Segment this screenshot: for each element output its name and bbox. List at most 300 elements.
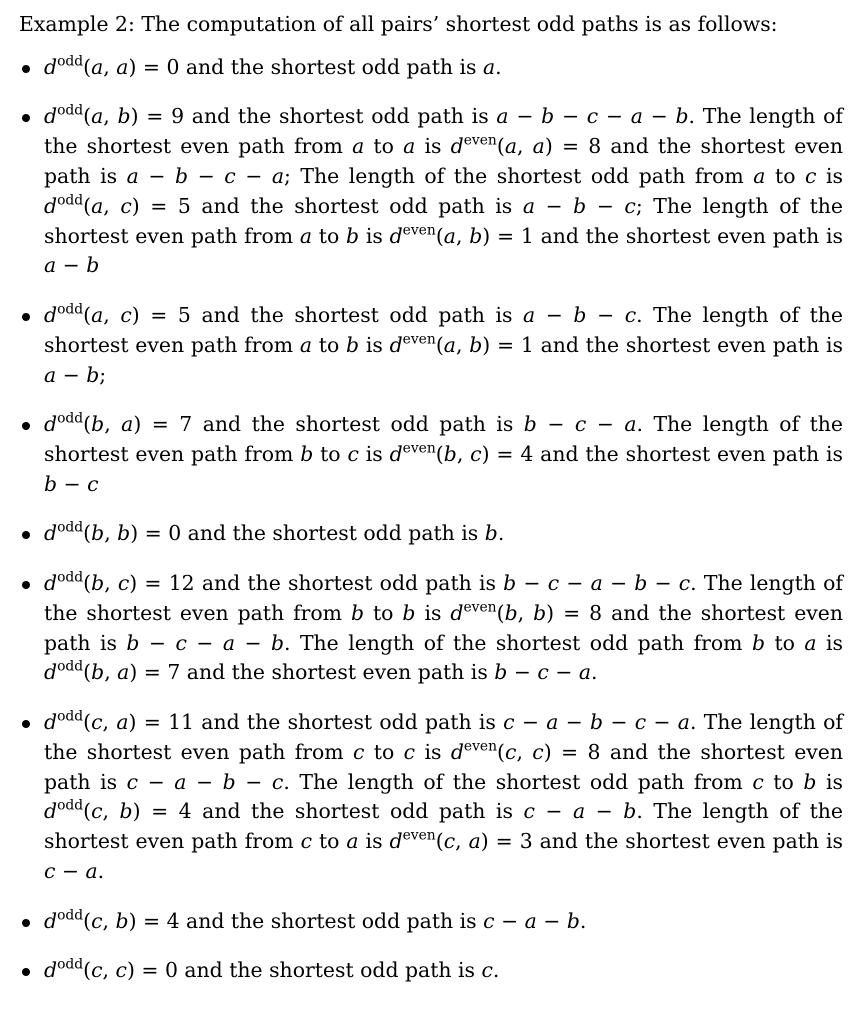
superscript: even [402,440,436,457]
math-symbol: a [546,709,559,734]
text-run: − [138,163,175,188]
math-symbol: a [117,660,130,685]
math-symbol: d [44,908,58,933]
text-run: is [358,441,390,466]
math-symbol: c [470,441,482,466]
text-run: to [763,769,804,794]
superscript: odd [57,102,84,119]
math-symbol: a [403,134,416,159]
text-run: ( [435,829,444,854]
math-symbol: a [630,104,643,129]
text-run: ) = 11 and the shortest odd path is [128,709,504,734]
math-symbol: c [532,739,544,764]
text-run: is [816,163,844,188]
superscript: odd [57,658,84,675]
superscript: odd [57,797,84,814]
math-symbol: a [352,134,365,159]
math-symbol: a [532,134,545,159]
math-symbol: a [443,332,456,357]
text-run: . The length of the shortest even path from [44,302,843,357]
bullet-icon [22,422,30,430]
math-symbol: b [566,908,580,933]
math-symbol: c [678,570,691,595]
text-run: ; The length of the shortest odd path from [284,163,754,188]
math-symbol: a [496,104,509,129]
text-run: ( [83,104,92,129]
math-symbol: b [300,441,314,466]
math-symbol: a [468,829,481,854]
math-symbol: a [590,570,603,595]
text-run: is [816,769,843,794]
text-run: ) = 4 and the shortest even path is [481,441,844,466]
text-run: − [188,163,225,188]
text-run: ( [83,660,92,685]
text-run: . The length of the shortest even path from [44,104,843,159]
text-run: − [554,104,587,129]
math-symbol: d [450,739,464,764]
text-run: − [186,630,223,655]
math-symbol: b [44,471,58,496]
text-run: ( [83,54,92,79]
math-symbol: c [805,163,817,188]
text-run: − [139,630,176,655]
math-symbol: b [115,908,129,933]
math-symbol: b [634,570,648,595]
text-run: . [579,908,587,933]
math-symbol: c [87,471,99,496]
math-symbol: b [91,570,105,595]
text-run: is [415,739,451,764]
math-symbol: c [634,709,647,734]
text-run: − [559,570,591,595]
text-run: − [508,104,542,129]
math-symbol: d [44,104,58,129]
superscript: odd [57,410,84,427]
math-symbol: d [44,660,58,685]
text-run: − [186,769,223,794]
text-run: ) = 1 and the shortest even path is [482,332,843,357]
math-symbol: b [484,521,498,546]
text-run: . [492,958,500,983]
math-symbol: b [222,769,236,794]
text-run: − [235,163,272,188]
math-symbol: b [675,104,689,129]
math-symbol: c [547,570,560,595]
math-symbol: c [443,829,456,854]
list-item [19,519,843,549]
superscript: odd [57,569,84,586]
math-symbol: b [270,630,285,655]
math-symbol: b [541,104,555,129]
math-symbol: d [44,958,58,983]
math-symbol: d [44,412,58,437]
text-run: ) = 0 and the shortest odd path is [126,958,482,983]
math-symbol: b [469,223,483,248]
math-symbol: d [44,709,58,734]
math-symbol: c [175,630,187,655]
text-run: , [102,958,116,983]
math-symbol: c [752,769,764,794]
list-item [19,53,843,83]
math-symbol: b [523,412,537,437]
text-run: , [455,332,470,357]
text-run: ) = 4 and the shortest odd path is [128,908,484,933]
math-symbol: b [346,332,360,357]
text-run: ( [83,799,92,824]
math-symbol: b [86,362,100,387]
text-run: to [313,441,348,466]
text-run: is [415,134,451,159]
math-symbol: c [120,302,132,327]
math-symbol: b [533,600,547,625]
text-run: . [591,660,598,685]
text-run: ) = 0 and the shortest odd path is [130,521,485,546]
text-run: , [517,134,533,159]
math-symbol: d [389,332,403,357]
math-symbol: d [44,570,58,595]
math-symbol: c [624,193,636,218]
math-symbol: b [91,521,105,546]
text-run: , [104,521,118,546]
text-run: − [55,858,86,883]
text-run: is [415,600,451,625]
math-symbol: c [91,709,103,734]
math-symbol: d [450,134,464,159]
list-item [19,907,843,937]
math-symbol: a [578,660,592,685]
superscript: odd [57,906,84,923]
text-run: , [517,600,534,625]
text-run: is [816,630,843,655]
text-run: ( [83,958,92,983]
text-run: to [364,134,404,159]
text-run: − [235,769,272,794]
math-symbol: b [402,600,416,625]
list-item [19,301,843,390]
text-run: , [455,223,470,248]
text-run: , [103,54,117,79]
superscript: even [402,221,436,238]
text-run: − [235,630,271,655]
math-symbol: c [574,412,587,437]
superscript: even [463,599,497,616]
math-symbol: c [91,908,103,933]
text-run: − [536,908,567,933]
text-run: , [102,799,120,824]
text-run: ) = 12 and the shortest odd path is [129,570,504,595]
math-symbol: a [126,163,139,188]
text-run: ( [83,521,92,546]
math-symbol: b [119,799,133,824]
text-run: . The length of the shortest even path from [44,570,843,625]
math-symbol: c [537,660,549,685]
math-symbol: a [85,858,98,883]
text-run: , [102,908,116,933]
math-symbol: b [91,412,105,437]
superscript: odd [57,956,84,973]
list-item [19,102,843,281]
math-symbol: a [116,54,129,79]
text-run: ) = 3 and the shortest even path is [480,829,844,854]
text-run: − [642,104,676,129]
text-run: − [534,799,573,824]
text-run: − [586,193,625,218]
text-run: , [455,829,469,854]
math-symbol: c [271,769,284,794]
math-symbol: a [504,134,517,159]
bullet-icon [22,919,30,927]
math-symbol: a [91,302,104,327]
math-symbol: d [389,223,403,248]
math-symbol: b [346,223,360,248]
bullet-icon [22,968,30,976]
text-run: ) = 5 and the shortest odd path is [131,193,523,218]
math-symbol: a [121,412,134,437]
math-symbol: c [91,958,103,983]
math-symbol: a [299,332,312,357]
math-symbol: a [116,709,129,734]
text-run: − [494,908,525,933]
math-symbol: a [804,630,817,655]
text-run: − [647,570,679,595]
superscript: odd [57,53,84,70]
superscript: even [463,132,497,149]
math-symbol: a [572,799,586,824]
superscript: odd [57,708,84,725]
math-symbol: a [346,829,359,854]
text-run: , [104,570,118,595]
math-symbol: a [624,412,637,437]
text-run: , [103,193,121,218]
text-run: to [364,600,403,625]
text-run: ( [497,739,506,764]
math-symbol: c [586,104,599,129]
math-symbol: b [126,630,140,655]
superscript: odd [57,192,84,209]
text-run: is [359,332,390,357]
math-symbol: c [481,958,493,983]
superscript: odd [57,301,84,318]
text-run: . The length of the shortest even path from [44,799,843,854]
math-symbol: c [120,193,132,218]
text-run: ) = 9 and the shortest odd path is [130,104,497,129]
math-symbol: b [573,193,587,218]
superscript: odd [57,519,84,536]
text-run: ) = 8 and the shortest even path is [44,134,844,188]
math-symbol: d [450,600,464,625]
math-symbol: b [503,570,517,595]
text-run: ( [435,332,444,357]
text-run: ) = 1 and the shortest even path is [482,223,843,248]
text-run: , [456,441,471,466]
math-symbol: b [443,441,457,466]
math-symbol: d [44,302,58,327]
text-run: , [103,104,118,129]
text-run: . The length of the shortest even path from [44,709,843,764]
text-run: − [535,302,574,327]
math-symbol: b [590,709,604,734]
text-run: . [495,54,502,79]
superscript: even [463,738,498,755]
math-symbol: a [299,223,312,248]
text-run: − [516,570,548,595]
math-symbol: c [91,799,103,824]
text-run: ( [83,709,92,734]
bullet-icon [22,720,30,728]
text-run: is [358,829,390,854]
math-symbol: a [677,709,690,734]
example-intro: Example 2: The computation of all pairs’ shortest odd paths is as follows: [19,12,778,36]
list-item [19,410,843,499]
math-symbol: c [483,908,495,933]
math-symbol: a [753,163,766,188]
math-symbol: b [623,799,637,824]
math-symbol: c [523,799,535,824]
math-symbol: d [44,54,58,79]
math-symbol: d [44,799,58,824]
math-symbol: c [126,769,139,794]
math-symbol: a [443,223,456,248]
math-symbol: b [573,302,587,327]
math-symbol: c [503,709,515,734]
math-symbol: a [522,193,535,218]
text-run: ) = 8 and the shortest even path is [44,739,844,794]
text-run: − [536,412,575,437]
text-run: ; The length of the shortest even path from [44,193,843,248]
math-symbol: a [271,163,285,188]
text-run: , [103,302,121,327]
text-run: − [586,302,625,327]
text-run: , [516,739,533,764]
text-run: − [548,660,579,685]
text-run: − [646,709,678,734]
text-run: ) = 0 and the shortest odd path is [128,54,483,79]
math-symbol: d [44,521,58,546]
text-run: to [312,829,347,854]
math-symbol: d [44,193,58,218]
math-symbol: c [44,858,56,883]
math-symbol: b [803,769,817,794]
list-item [19,956,843,986]
math-symbol: a [523,302,536,327]
text-run: − [558,709,590,734]
math-symbol: c [505,739,517,764]
math-symbol: a [222,630,235,655]
math-symbol: b [469,332,483,357]
bullet-icon [22,114,30,122]
math-symbol: a [44,253,57,278]
math-symbol: c [224,163,236,188]
text-run: ( [83,302,92,327]
text-run: ) = 4 and the shortest odd path is [132,799,524,824]
math-symbol: b [117,104,131,129]
text-run: to [765,163,806,188]
math-symbol: c [353,739,365,764]
text-run: − [56,253,87,278]
text-run: . The length of the shortest odd path from [283,769,753,794]
superscript: even [402,827,436,844]
superscript: even [402,331,436,348]
bullet-icon [22,313,30,321]
bullet-icon [22,581,30,589]
math-symbol: d [389,829,403,854]
math-symbol: a [91,54,104,79]
math-symbol: b [86,253,100,278]
math-symbol: c [347,441,359,466]
text-run: ; [99,362,107,387]
text-run: − [138,769,175,794]
bullet-icon [22,531,30,539]
text-run: ( [435,441,444,466]
text-run: is [359,223,390,248]
text-run: , [104,412,122,437]
text-run: ( [435,223,444,248]
list-item [19,708,843,887]
text-run: − [585,799,624,824]
math-symbol: c [117,570,130,595]
math-symbol: b [751,630,766,655]
text-run: ( [83,570,92,595]
math-symbol: b [504,600,518,625]
text-run: − [602,570,635,595]
math-symbol: a [91,104,104,129]
math-symbol: c [300,829,313,854]
text-run: ( [496,134,505,159]
text-run: to [312,223,346,248]
bullet-icon [22,65,30,73]
math-symbol: b [174,163,189,188]
text-run: ( [83,908,92,933]
math-symbol: b [91,660,105,685]
text-run: − [535,193,574,218]
text-run: , [104,660,118,685]
text-run: ) = 8 and the shortest even path is [44,600,844,655]
text-run: ( [83,193,92,218]
text-run: − [598,104,631,129]
text-run: . [97,858,105,883]
math-symbol: c [624,302,637,327]
math-symbol: c [115,958,127,983]
text-run: − [507,660,538,685]
text-run: ) = 7 and the shortest even path is [129,660,495,685]
text-run: . The length of the shortest odd path from [284,630,752,655]
list-item [19,569,843,688]
text-run: to [765,630,805,655]
text-run: ) = 5 and the shortest odd path is [131,302,524,327]
text-run: − [56,362,87,387]
text-run: . [497,521,505,546]
math-symbol: a [482,54,496,79]
math-symbol: b [350,600,365,625]
text-run: ) = 7 and the shortest odd path is [133,412,524,437]
text-run: , [102,709,117,734]
path-list [19,53,843,986]
text-run: − [514,709,547,734]
text-run: . The length of the shortest even path from [44,412,843,466]
math-symbol: d [389,441,403,466]
math-symbol: b [494,660,508,685]
text-run: − [603,709,635,734]
math-symbol: a [174,769,187,794]
text-run: − [586,412,625,437]
math-symbol: a [91,193,104,218]
math-symbol: a [44,362,57,387]
math-symbol: a [524,908,537,933]
math-symbol: b [117,521,131,546]
text-run: − [57,471,88,496]
text-run: to [312,332,346,357]
math-symbol: c [403,739,416,764]
